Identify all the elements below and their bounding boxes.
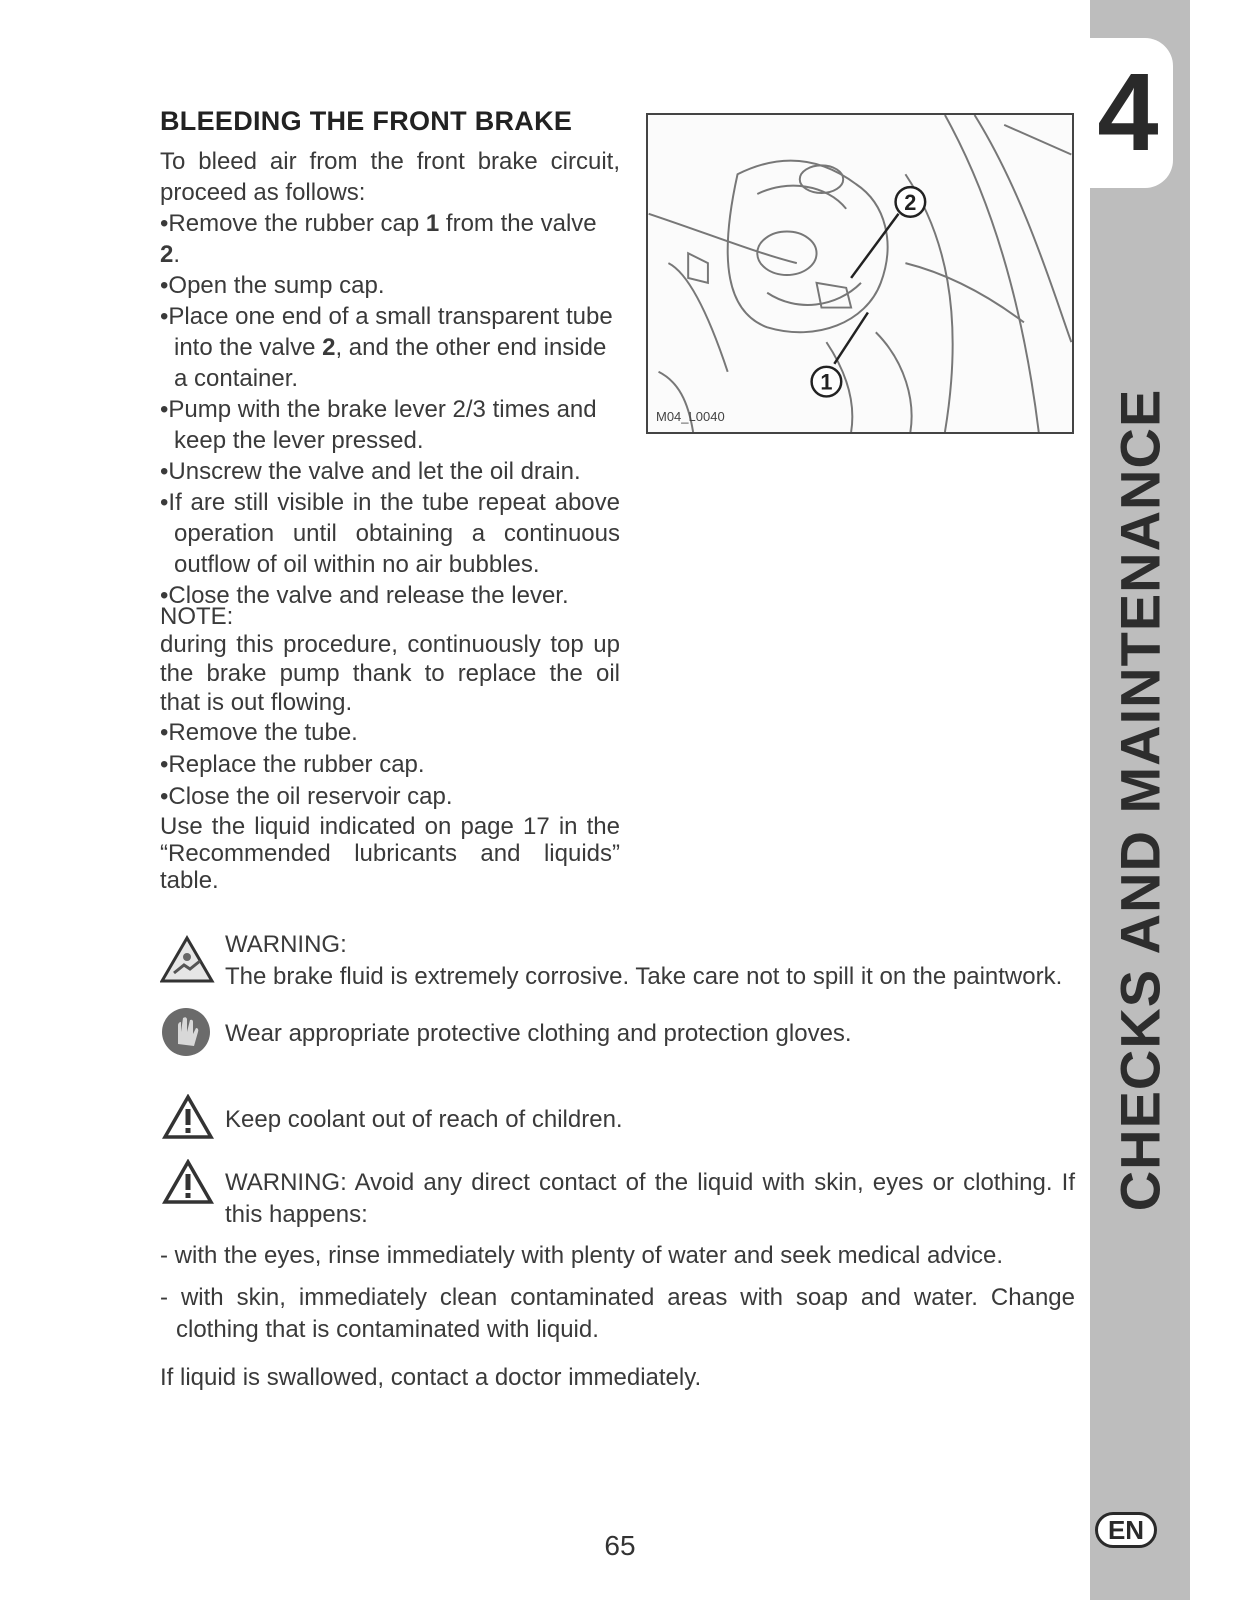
figure-label: M04_L0040 [656, 409, 725, 424]
caliper-drawing [648, 115, 1072, 432]
callout-1: 1 [820, 369, 833, 395]
swallow-instruction: If liquid is swallowed, contact a doctor immediately. [160, 1364, 702, 1391]
step-close-reservoir: •Close the oil reservoir cap. [160, 783, 453, 810]
step-replace-cap: •Replace the rubber cap. [160, 751, 425, 778]
warning-triangle-icon [162, 1094, 214, 1140]
contact-warning [225, 1167, 1075, 1231]
warning-corrosive [225, 929, 1075, 993]
gloves-note [225, 1018, 1075, 1050]
callout-2: 2 [904, 189, 917, 215]
eyes-instruction: - with the eyes, rinse immediately with plenty of water and seek medical advice. [160, 1242, 1004, 1269]
step-open-sump: •Open the sump cap. [160, 272, 385, 299]
children-warning [225, 1104, 1075, 1136]
brake-caliper-illustration [646, 113, 1074, 434]
step-remove-tube: •Remove the tube. [160, 719, 358, 746]
step-repeat: •If are still visible in the tube repeat above operation until obtaining a continuous outflow of oil within no air bubbles. [160, 489, 620, 578]
step-place-tube: •Place one end of a small transparent tube into the valve 2, and the other end inside a container. [160, 303, 613, 392]
gloves-icon [160, 1006, 212, 1058]
skin-instruction: - with skin, immediately clean contaminated areas with soap and water. Change clothing that is contaminated with liquid. [160, 1284, 1075, 1343]
step-remove-cap: •Remove the rubber cap 1 from the valve 2. [160, 210, 597, 268]
first-aid-list [160, 1240, 1075, 1394]
contact-warning-text: WARNING: Avoid any direct contact of the liquid with skin, eyes or clothing. If this happens: [225, 1169, 1075, 1228]
warning-label: WARNING: [225, 931, 347, 958]
gloves-text: Wear appropriate protective clothing and protection gloves. [225, 1020, 852, 1047]
ref-2: 2 [322, 334, 336, 361]
note-label: NOTE: [160, 603, 234, 630]
note-block [160, 603, 620, 894]
language-badge: EN [1095, 1512, 1157, 1548]
warning-corrosive-text: The brake fluid is extremely corrosive. Take care not to spill it on the paintwork. [225, 963, 1063, 990]
step-close-valve: •Close the valve and release the lever. [160, 582, 569, 609]
warning-triangle-icon [162, 1159, 214, 1205]
section-heading: BLEEDING THE FRONT BRAKE [160, 106, 573, 136]
step-pump-lever: •Pump with the brake lever 2/3 times and keep the lever pressed. [160, 396, 597, 454]
chapter-title: CHECKS AND MAINTENANCE [1108, 388, 1172, 1212]
ref-1: 1 [425, 210, 440, 237]
corrosive-warning-icon [160, 935, 215, 985]
chapter-number: 4 [1097, 51, 1159, 174]
intro-text: To bleed air from the front brake circuit, proceed as follows: [160, 148, 620, 206]
note-text: during this procedure, continuously top up the brake pump thank to replace the oil that is out flowing. [160, 631, 620, 716]
step-unscrew-valve: •Unscrew the valve and let the oil drain. [160, 458, 581, 485]
children-warning-text: Keep coolant out of reach of children. [225, 1106, 623, 1133]
procedure-steps [160, 146, 620, 611]
ref-2: 2 [160, 241, 174, 268]
page-number: 65 [604, 1530, 636, 1561]
liquid-reference: Use the liquid indicated on page 17 in the “Recommended lubricants and liquids” table. [160, 813, 620, 894]
